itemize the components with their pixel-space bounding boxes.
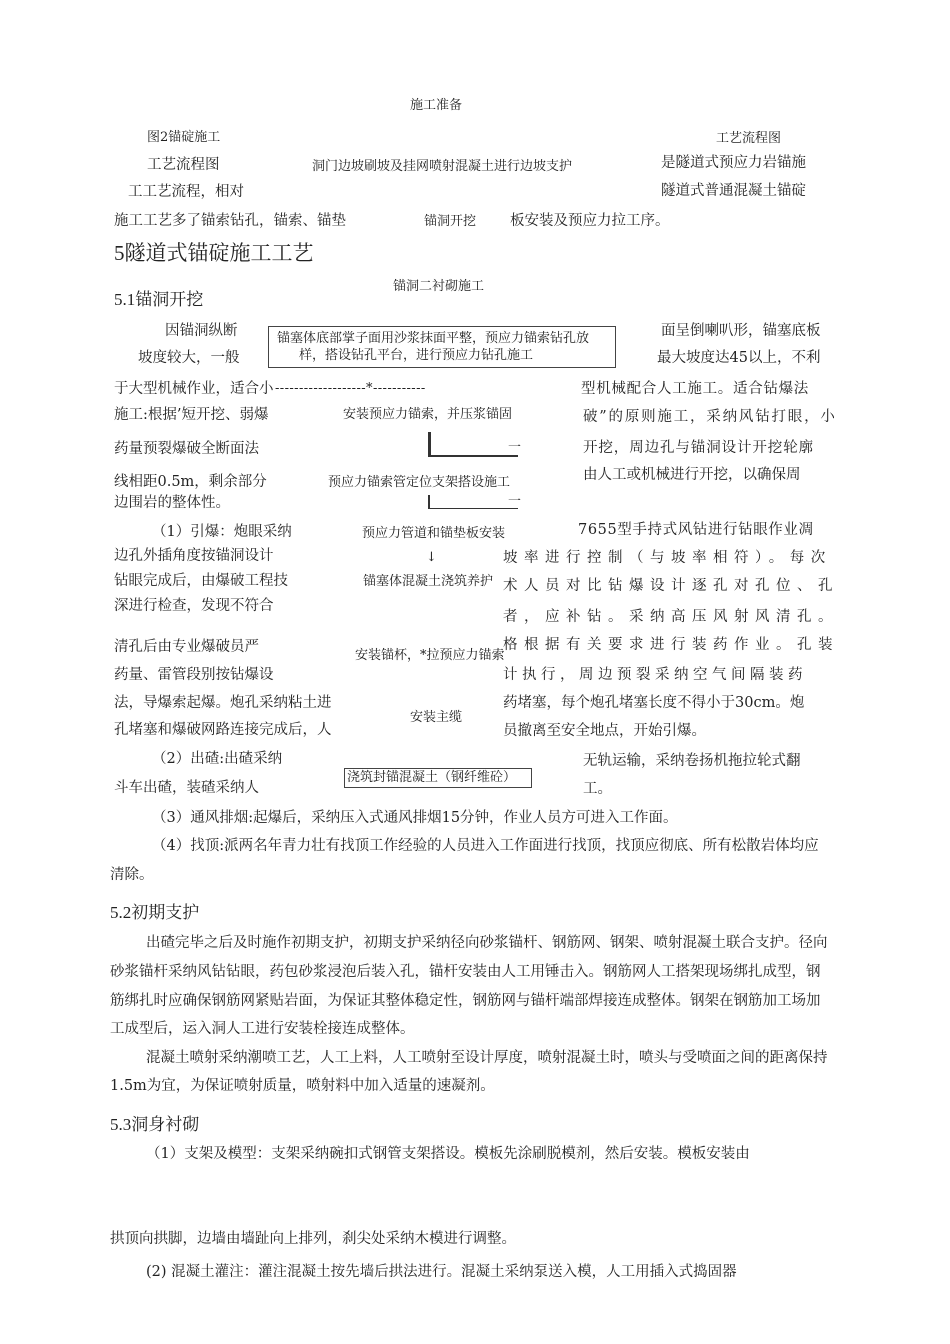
blast-left-8: 孔堵塞和爆破网路连接完成后，人 bbox=[114, 722, 332, 738]
flow-lining: 锚洞二衬砌施工 bbox=[393, 279, 485, 294]
intro-left: 施工工艺多了锚索钻孔，锚索、锚垫 bbox=[114, 213, 346, 229]
blast-right-7: 药堵塞，每个炮孔堵塞长度不得小于30cm。炮 bbox=[503, 695, 805, 711]
flow-connector-vertical bbox=[428, 432, 431, 456]
blast-right-6: 计执行，周边预裂采纳空气间隔装药 bbox=[503, 667, 807, 683]
flow-pipe-plate: 预应力管道和锚垫板安装 bbox=[362, 526, 506, 541]
blast-left-3: 钻眼完成后，由爆破工程技 bbox=[114, 573, 288, 589]
blast-left-6: 药量、雷管段别按钻爆设 bbox=[114, 667, 274, 683]
s52-p1-line1: 出碴完毕之后及时施作初期支护，初期支护采纳径向砂浆锚杆、钢筋网、钢架、喷射混凝土联合支护。径向 bbox=[146, 935, 828, 951]
flow-slope-support: 洞门边坡刷坡及挂网喷射混凝土进行边坡支护 bbox=[312, 159, 573, 174]
scale-paragraph-1: （4）找顶:派两名年青力壮有找顶工作经验的人员进入工作面进行找顶，找顶应彻底、所有松散岩体均应 bbox=[152, 838, 819, 854]
flow-connector-horizontal bbox=[428, 455, 518, 457]
s51-left-4: 施工:根据’短开挖、弱爆 bbox=[114, 407, 269, 423]
muck-right-2: 工。 bbox=[583, 781, 612, 797]
blast-left-5: 清孔后由专业爆破员严 bbox=[114, 639, 259, 655]
flow-box-drilling-line1: 锚塞体底部掌子面用沙浆抹面平整，预应力锚索钻孔放 bbox=[277, 331, 590, 346]
vent-paragraph: （3）通风排烟:起爆后，采纳压入式通风排烟15分钟，作业人员方可进入工作面。 bbox=[152, 810, 678, 826]
fig-caption-2: 工艺流程图 bbox=[147, 157, 220, 173]
blast-right-8: 员撤离至安全地点，开始引爆。 bbox=[503, 723, 706, 739]
intro-right: 板安装及预应力拉工序。 bbox=[510, 213, 670, 229]
flow-box-seal bbox=[344, 768, 532, 788]
blast-right-3: 术人员对比钻爆设计逐孔对孔位、孔 bbox=[503, 578, 839, 594]
s51-right-2: 最大坡度达45以上，不利 bbox=[657, 350, 821, 366]
section-5-3-title: 5.3洞身衬砌 bbox=[110, 1115, 200, 1134]
flow-install-cable: 安装预应力锚索，并压浆锚固 bbox=[343, 407, 513, 422]
flow-title-right: 工艺流程图 bbox=[716, 131, 782, 146]
s52-p2-line1: 混凝土喷射采纳潮喷工艺，人工上料，人工喷射至设计厚度，喷射混凝土时，喷头与受喷面之间的距离保持 bbox=[146, 1050, 828, 1066]
s51-right-3: 型机械配合人工施工。适合钻爆法 bbox=[581, 381, 809, 397]
s51-right-6: 由人工或机械进行开挖，以确保周 bbox=[583, 467, 801, 483]
s51-left-1: 因锚洞纵断 bbox=[165, 323, 238, 339]
fig-caption-3: 工工艺流程，相对 bbox=[128, 184, 244, 200]
blast-right-1: 7655型手持式风钻进行钻眼作业凋 bbox=[578, 522, 814, 538]
s52-p1-line2: 砂浆锚杆采纳风钻钻眼，药包砂浆浸泡后装入孔，锚杆安装由人工用锤击入。钢筋网人工搭架现场绑扎成型，钢 bbox=[110, 964, 821, 980]
flow-connector-vertical-2 bbox=[428, 495, 430, 509]
flow-prep: 施工准备 bbox=[410, 98, 463, 113]
s53-p3: (2) 混凝土灌注：灌注混凝土按先墙后拱法进行。混凝土采纳泵送入模，人工用插入式捣固器 bbox=[146, 1264, 737, 1280]
section-5-title: 5隧道式锚碇施工工艺 bbox=[114, 241, 314, 265]
blast-left-7: 法，导爆索起爆。炮孔采纳粘土进 bbox=[114, 695, 332, 711]
flow-box-drilling bbox=[268, 326, 616, 368]
s51-left-6: 线相距0.5m，剩余部分 bbox=[114, 474, 267, 490]
s53-p2: 拱顶向拱脚，边墙由墙趾向上排列，刹尖处采纳木模进行调整。 bbox=[110, 1231, 516, 1247]
s52-p1-line4: 工成型后，运入洞人工进行安装栓接连成整体。 bbox=[110, 1021, 415, 1037]
s53-p1: （1）支架及模型：支架采纳碗扣式钢管支架搭设。模板先涂刷脱模剂，然后安装。模板安装由 bbox=[146, 1146, 750, 1162]
flow-tail-1: 一 bbox=[508, 440, 522, 455]
blast-right-2: 坡率进行控制（与坡率相符）。每次 bbox=[503, 550, 832, 566]
s51-left-5: 药量预裂爆破全断面法 bbox=[114, 441, 259, 457]
flow-main-cable: 安装主缆 bbox=[410, 710, 463, 725]
flow-box-drilling-line2: 样，搭设钻孔平台，进行预应力钻孔施工 bbox=[299, 348, 534, 363]
muck-left-1: （2）出碴:出碴采纳 bbox=[152, 751, 283, 767]
s52-p2-line2: 1.5m为宜，为保证喷射质量，喷射料中加入适量的速凝剂。 bbox=[110, 1078, 495, 1094]
muck-right-1: 无轨运输，采纳卷扬机拖拉轮式翻 bbox=[583, 753, 801, 769]
scale-paragraph-2: 清除。 bbox=[110, 867, 154, 883]
section-5-2-title: 5.2初期支护 bbox=[110, 903, 200, 922]
s51-right-5: 开挖，周边孔与锚洞设计开挖轮廓 bbox=[583, 440, 814, 456]
flow-arrow: ↓ bbox=[426, 550, 437, 565]
blast-left-2: 边孔外插角度按锚洞设计 bbox=[114, 548, 274, 564]
section-5-1-title: 5.1锚洞开挖 bbox=[114, 290, 204, 309]
blast-right-5: 格根据有关要求进行装药作业。孔装 bbox=[503, 637, 839, 653]
right-text-1: 是隧道式预应力岩锚施 bbox=[661, 155, 806, 171]
fig-caption: 图2锚碇施工 bbox=[147, 130, 221, 145]
blast-right-4: 者，应补钻。采纳高压风射风清孔。 bbox=[503, 609, 839, 625]
flow-excavation: 锚洞开挖 bbox=[424, 214, 477, 229]
flow-box-seal-label: 浇筑封锚混凝土（钢纤维砼） bbox=[347, 770, 517, 785]
s51-right-1: 面呈倒喇叭形，锚塞底板 bbox=[661, 323, 821, 339]
s51-left-2: 坡度较大，一般 bbox=[138, 350, 240, 366]
muck-left-2: 斗车出碴，装碴采纳人 bbox=[114, 780, 259, 796]
blast-left-1: （1）引爆：炮眼采纳 bbox=[152, 524, 292, 540]
s51-right-4: 破”的原则施工，采纳风钻打眼，小 bbox=[583, 409, 837, 425]
s52-p1-line3: 筋绑扎时应确保钢筋网紧贴岩面，为保证其整体稳定性，钢筋网与锚杆端部焊接连成整体。钢架在钢筋加工场加 bbox=[110, 993, 821, 1009]
flow-tail-2: 一 bbox=[508, 494, 522, 509]
flow-connector-horizontal-2 bbox=[428, 508, 518, 509]
flow-pipe-support: 预应力锚索管定位支架搭设施工 bbox=[328, 475, 511, 490]
flow-concrete-cure: 锚塞体混凝土浇筑养护 bbox=[363, 574, 494, 589]
flow-dashes: -------------------*----------- bbox=[275, 381, 426, 396]
s51-left-3: 于大型机械作业，适合小 bbox=[114, 381, 274, 397]
right-text-2: 隧道式普通混凝土锚碇 bbox=[661, 183, 806, 199]
blast-left-4: 深进行检查，发现不符合 bbox=[114, 598, 274, 614]
flow-anchor-tension: 安装锚杯，*拉预应力锚索 bbox=[355, 648, 505, 663]
s51-left-7: 边围岩的整体性。 bbox=[114, 495, 230, 511]
